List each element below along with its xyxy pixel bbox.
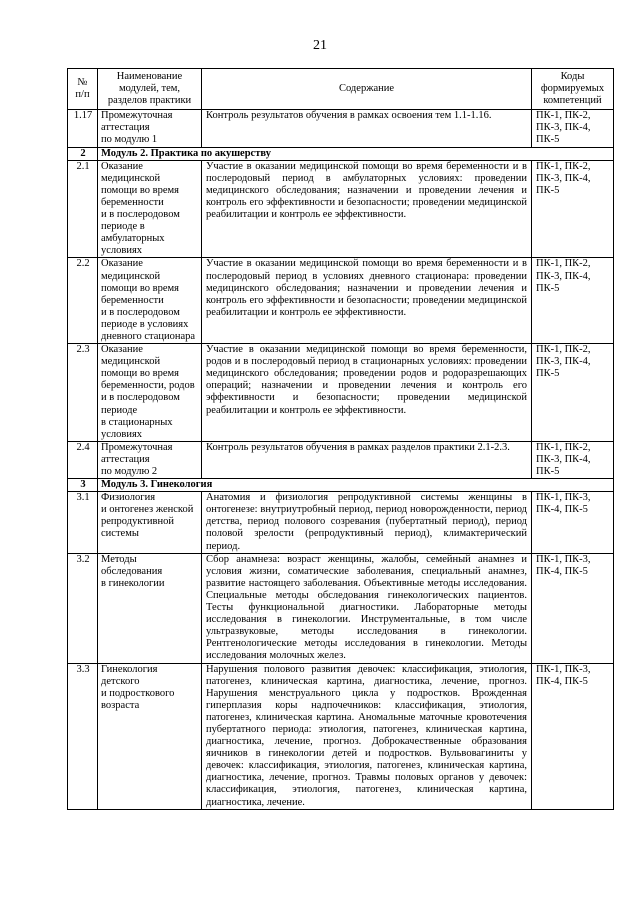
row-content: Участие в оказании медицинской помощи во время беременности и в послеродовый период в амбулаторных условиях: проведении медицинского обследования; назначении и проведении лечения и контроль его эффективности и безопасности; проведении медицинской реабилитации и контроль ее эффективности.	[202, 160, 532, 258]
row-name: Гинекология детского и подросткового возраста	[98, 663, 202, 809]
row-codes: ПК-1, ПК-3, ПК-4, ПК-5	[532, 553, 614, 663]
row-name: Промежуточная аттестация по модулю 2	[98, 441, 202, 478]
table-row	[68, 344, 614, 442]
row-name: Оказание медицинской помощи во время беременности и в послеродовом периоде в амбулаторных условиях	[98, 160, 202, 258]
row-num: 3.2	[68, 553, 98, 663]
header-num: № п/п	[68, 69, 98, 110]
row-num: 3.1	[68, 492, 98, 553]
row-content: Контроль результатов обучения в рамках разделов практики 2.1-2.3.	[202, 441, 532, 478]
row-name: Методы обследования в гинекологии	[98, 553, 202, 663]
row-name: Физиология и онтогенез женской репродуктивной системы	[98, 492, 202, 553]
table-row	[68, 160, 614, 258]
row-codes: ПК-1, ПК-2, ПК-3, ПК-4, ПК-5	[532, 110, 614, 147]
header-codes: Коды формируемых компетенций	[532, 69, 614, 110]
table-row	[68, 663, 614, 809]
row-content: Участие в оказании медицинской помощи во время беременности и в послеродовый период в условиях дневного стационара: проведении медицинского обследования; назначении и проведении лечения и контроль его эффективности и безопасности; проведении медицинской реабилитации и контроль ее эффективности.	[202, 258, 532, 344]
module-num: 2	[68, 147, 98, 160]
header-name: Наименование модулей, тем, разделов практики	[98, 69, 202, 110]
header-content: Содержание	[202, 69, 532, 110]
row-codes: ПК-1, ПК-3, ПК-4, ПК-5	[532, 663, 614, 809]
module-num: 3	[68, 479, 98, 492]
row-num: 3.3	[68, 663, 98, 809]
row-content: Сбор анамнеза: возраст женщины, жалобы, семейный анамнез и условия жизни, соматические заболевания, специальный анамнез, развитие настоящего заболевания. Объективные методы исследования. Специальные методы обследования гинекологических пациентов. Тесты функциональной диагностики. Лабораторные методы исследования в гинекологии. Инструментальные, в том числе ультразвуковые, методы исследования в гинекологии. Рентгенологические методы исследования в гинекологии. Методы исследования молочных желез.	[202, 553, 532, 663]
row-codes: ПК-1, ПК-2, ПК-3, ПК-4, ПК-5	[532, 160, 614, 258]
module-row	[68, 147, 614, 160]
table-row	[68, 553, 614, 663]
table-row	[68, 110, 614, 147]
row-num: 1.17	[68, 110, 98, 147]
row-name: Оказание медицинской помощи во время беременности и в послеродовом периоде в условиях дневного стационара	[98, 258, 202, 344]
row-name: Оказание медицинской помощи во время беременности, родов и в послеродовом периоде в стационарных условиях	[98, 344, 202, 442]
row-content: Анатомия и физиология репродуктивной системы женщины в онтогенезе: внутриутробный период, период новорожденности, период детства, период полового созревания (пубертатный период), период половой зрелости (репродуктивный период), климактерический период.	[202, 492, 532, 553]
row-content: Нарушения полового развития девочек: классификация, этиология, патогенез, клиническая картина, диагностика, лечение, прогноз. Нарушения менструального цикла у подростков. Врожденная гиперплазия коры надпочечников: классификация, этиология, патогенез, клиническая картина. Аномальные маточные кровотечения пубертатного периода: этиология, патогенез, клиническая картина, диагностика, лечение, прогноз. Доброкачественные образования яичников в гинекологии детей и подростков. Вульвовагиниты у девочек: классификация, этиология, патогенез, клиническая картина, диагностика, лечение, прогноз. Травмы половых органов у девочек: классификация, этиология, патогенез, клиническая картина, диагностика, лечение.	[202, 663, 532, 809]
row-num: 2.1	[68, 160, 98, 258]
module-title: Модуль 2. Практика по акушерству	[98, 147, 614, 160]
row-num: 2.4	[68, 441, 98, 478]
row-codes: ПК-1, ПК-2, ПК-3, ПК-4, ПК-5	[532, 344, 614, 442]
row-num: 2.3	[68, 344, 98, 442]
module-row	[68, 479, 614, 492]
page-number: 21	[313, 38, 327, 53]
table-row	[68, 258, 614, 344]
row-codes: ПК-1, ПК-3, ПК-4, ПК-5	[532, 492, 614, 553]
row-content: Контроль результатов обучения в рамках освоения тем 1.1-1.16.	[202, 110, 532, 147]
module-title: Модуль 3. Гинекология	[98, 479, 614, 492]
row-content: Участие в оказании медицинской помощи во время беременности, родов и в послеродовый период в стационарных условиях: проведении медицинского обследования; проведении родов и родоразрешающих операций; назначении и проведении лечения и контроль его эффективности и безопасности; проведении медицинской реабилитации и контроль ее эффективности.	[202, 344, 532, 442]
row-num: 2.2	[68, 258, 98, 344]
row-name: Промежуточная аттестация по модулю 1	[98, 110, 202, 147]
table-header-row	[68, 69, 614, 110]
curriculum-table	[67, 68, 614, 810]
row-codes: ПК-1, ПК-2, ПК-3, ПК-4, ПК-5	[532, 441, 614, 478]
table-row	[68, 492, 614, 553]
row-codes: ПК-1, ПК-2, ПК-3, ПК-4, ПК-5	[532, 258, 614, 344]
table-row	[68, 441, 614, 478]
